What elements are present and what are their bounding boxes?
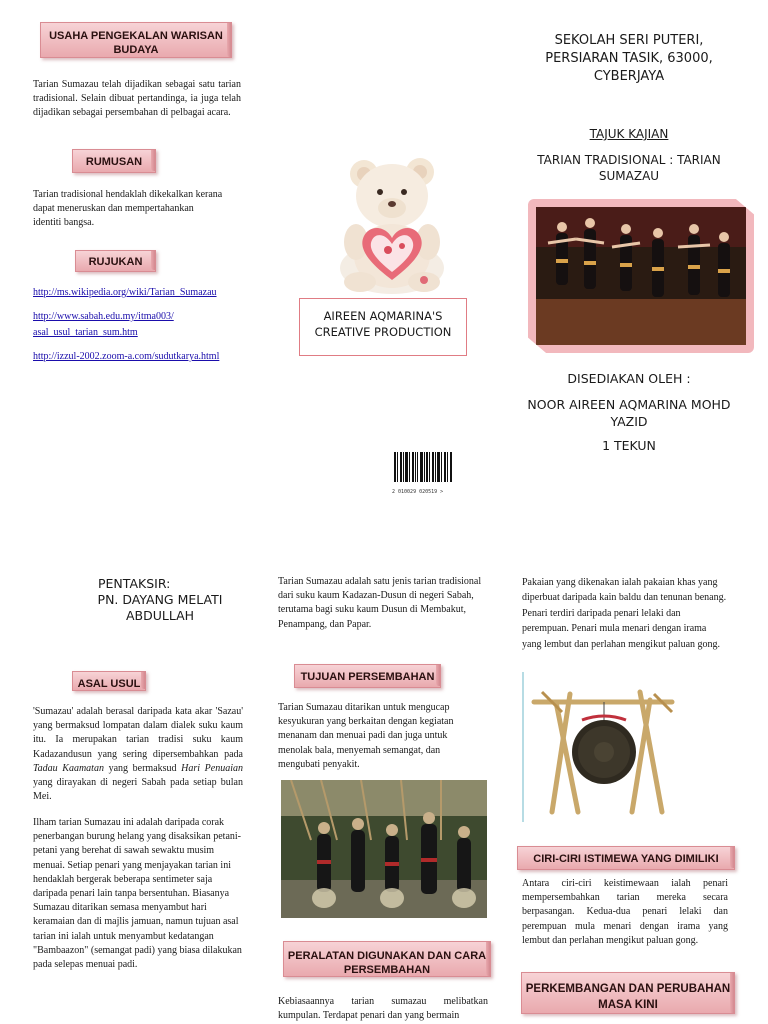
reference-link-3[interactable]: http://izzul-2002.zoom-a.com/sudutkarya.html <box>33 351 220 362</box>
cover-dance-photo <box>528 199 754 353</box>
banner-summary-label: RUMUSAN <box>85 156 143 168</box>
prepared-by-label: DISEDIAKAN OLEH : <box>567 371 691 386</box>
barcode <box>392 452 462 496</box>
class-name: 1 TEKUN <box>602 438 656 453</box>
origin-paragraph-2: Ilham tarian Sumazau ini adalah daripada corak penerbangan burung helang yang disaksikan petani-petani yang berehat di sawah sewaktu musim menuai. Setiap penari yang menjayakan tarian ini hendaklah bergerak beberapa sentimeter saja daripada penari lain tanpa bersentuhan. Biasanya Sumazau ditarikan semasa menyambut hari keramaian dan di majlis jamuan, namun tujuan asal tarian ini ialah untuk menyambut kedatangan "Bambaazon" (semangat padi) yang biasa dilakukan pada selepas menuai padi. <box>33 817 242 971</box>
heritage-text: Tarian Sumazau telah dijadikan sebagai satu tarian tradisional. Selain dibuat pertandinga, ia juga telah dijadikan sebagai persembahan di pelbagai acara. <box>33 79 241 119</box>
assessor-label: PENTAKSIR: <box>98 576 171 591</box>
topic-label: TAJUK KAJIAN <box>589 127 669 141</box>
banner-equipment-label: PERALATAN DIGUNAKAN DAN CARA PERSEMBAHAN <box>287 950 487 976</box>
origin-italic-2: Hari Penuaian <box>181 762 243 774</box>
banner-origin <box>72 671 146 691</box>
topic-title: TARIAN TRADISIONAL : TARIAN SUMAZAU <box>537 153 721 183</box>
banner-references <box>75 250 156 272</box>
banner-features <box>517 846 735 870</box>
production-box <box>299 298 467 356</box>
production-label: AIREEN AQMARINA'S CREATIVE PRODUCTION <box>314 309 452 339</box>
reference-link-2[interactable]: http://www.sabah.edu.my/itma003/ <box>33 311 174 322</box>
banner-heritage <box>40 22 232 58</box>
author-name: NOOR AIREEN AQMARINA MOHD YAZID <box>527 397 731 429</box>
performance-photo <box>281 780 487 918</box>
banner-development <box>521 972 735 1014</box>
origin-text-b: yang bermaksud <box>103 762 182 774</box>
banner-heritage-label: USAHA PENGEKALAN WARISAN BUDAYA <box>49 30 223 56</box>
assessor-name: PN. DAYANG MELATI ABDULLAH <box>97 592 223 623</box>
banner-purpose-label: TUJUAN PERSEMBAHAN <box>300 671 435 683</box>
school-name: SEKOLAH SERI PUTERI, PERSIARAN TASIK, 63000, CYBERJAYA <box>545 33 713 84</box>
origin-paragraph-1 <box>33 705 243 804</box>
origin-text-c: yang dirayakan di negeri Sabah pada setiap bulan Mei. <box>33 777 243 803</box>
features-text: Antara ciri-ciri keistimewaan ialah penari mempersembahkan tarian mereka secara berpasangan. Kedua-dua penari lelaki dan perempuan mula menari dengan irama yang lembut dan perlahan mengikut paluan gong. <box>522 878 728 946</box>
origin-text-a: 'Sumazau' adalah berasal daripada kata akar 'Sazau' yang bermaksud lompatan dalam dialek suku kaum itu. Ia merupakan tarian tradisi suku kaum Kadazandusun yang sering dipersembahkan pada <box>33 706 243 760</box>
banner-summary <box>72 149 156 173</box>
intro-text: Tarian Sumazau adalah satu jenis tarian tradisional dari suku kaum Kadazan-Dusun di negeri Sabah, terutama bagi suku kaum Dusun di Membakut, Penampang, dan Papar. <box>278 576 482 630</box>
teddy-bear-image <box>328 148 456 296</box>
banner-development-label: PERKEMBANGAN DAN PERUBAHAN MASA KINI <box>525 983 731 1011</box>
banner-references-label: RUJUKAN <box>88 256 143 268</box>
purpose-text: Tarian Sumazau ditarikan untuk mengucap kesyukuran yang berkaitan dengan kegiatan menanam dan menuai padi dan juga untuk menolak bala, menyemah semangat, dan mengubati penyakit. <box>278 702 454 770</box>
banner-purpose <box>294 664 441 688</box>
costume-text: Pakaian yang dikenakan ialah pakaian khas yang diperbuat daripada kain baldu dan tenunan benang. Penari terdiri daripada penari lelaki dan perempuan. Penari mula menari dengan irama yang lembut dan perlahan mengikut paluan gong. <box>522 577 727 650</box>
reference-list <box>33 284 248 364</box>
reference-link-2b[interactable]: asal_usul_tarian_sum.htm <box>33 327 138 338</box>
origin-italic-1: Tadau Kaamatan <box>33 762 104 774</box>
reference-link-1[interactable]: http://ms.wikipedia.org/wiki/Tarian_Sumazau <box>33 287 217 298</box>
barcode-number: 2 010029 020519 > <box>392 489 444 495</box>
gong-image <box>522 672 682 822</box>
banner-origin-label: ASAL USUL <box>77 678 141 690</box>
banner-features-label: CIRI-CIRI ISTIMEWA YANG DIMILIKI <box>533 853 719 865</box>
summary-text: Tarian tradisional hendaklah dikekalkan kerana dapat meneruskan dan mempertahankan identiti bangsa. <box>33 189 223 229</box>
equipment-text: Kebiasaannya tarian sumazau melibatkan kumpulan. Terdapat penari dan yang bermain <box>278 996 488 1022</box>
banner-equipment <box>283 941 491 977</box>
